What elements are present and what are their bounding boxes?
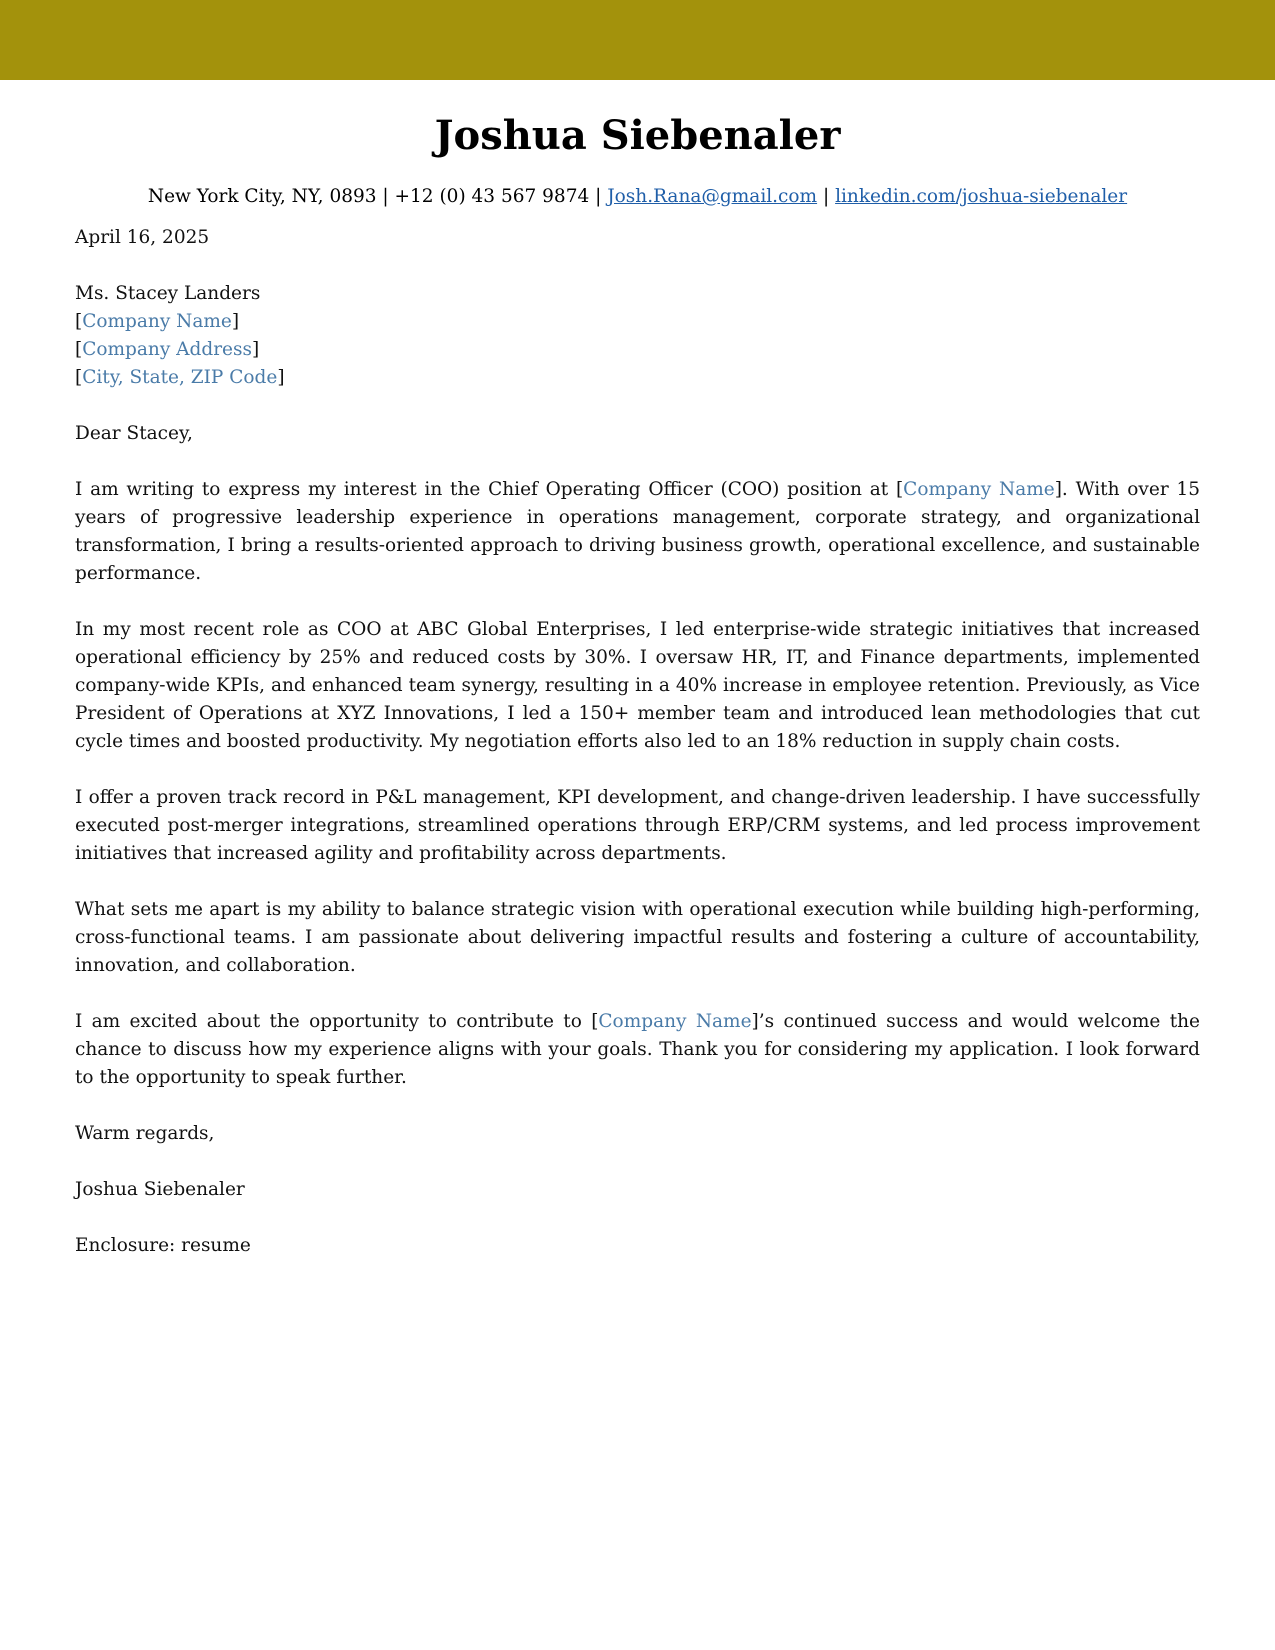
signature-name: Joshua Siebenaler (75, 1179, 245, 1200)
phone-text: +12 (0) 43 567 9874 (394, 186, 590, 207)
paragraph-closing-text: I am excited about the opportunity to contribute to [ (75, 1011, 599, 1032)
company-name-placeholder: Company Name (82, 311, 232, 332)
paragraph-skills: I offer a proven track record in P&L management, KPI development, and change-driven leadership. I have successfully executed post-merger integrations, streamlined operations through ERP/CRM systems, and led process improvement initiatives that increased agility and profitability across departments. (75, 787, 1200, 864)
paragraph-closing (75, 1008, 1200, 1092)
header-color-bar (0, 0, 1275, 80)
contact-separator: | (376, 186, 395, 207)
contact-separator: | (589, 186, 608, 207)
company-name-placeholder: Company Name (903, 479, 1055, 500)
recipient-city-line: [City, State, ZIP Code] (75, 367, 285, 388)
recipient-address-line: [Company Address] (75, 339, 260, 360)
closing-phrase: Warm regards, (75, 1123, 215, 1144)
location-text: New York City, NY, 0893 (147, 186, 377, 207)
letter-date: April 16, 2025 (75, 227, 210, 248)
applicant-name: Joshua Siebenaler (434, 112, 841, 159)
contact-line (0, 184, 1275, 210)
paragraph-experience: In my most recent role as COO at ABC Global Enterprises, I led enterprise-wide strategic initiatives that increased operational efficiency by 25% and reduced costs by 30%. I oversaw HR, IT, and Finance departments, implemented company-wide KPIs, and enhanced team synergy, resulting in a 40% increase in employee retention. Previously, as Vice President of Operations at XYZ Innovations, I led a 150+ member team and introduced lean methodologies that cut cycle times and boosted productivity. My negotiation efforts also led to an 18% reduction in supply chain costs. (75, 619, 1200, 752)
recipient-name: Ms. Stacey Landers (75, 283, 261, 304)
paragraph-intro (75, 476, 1200, 588)
city-state-zip-placeholder: City, State, ZIP Code (82, 367, 278, 388)
email-link[interactable]: Josh.Rana@gmail.com (607, 186, 818, 207)
recipient-block (75, 280, 1200, 392)
paragraph-intro-text: I am writing to express my interest in the Chief Operating Officer (COO) position at [ (75, 479, 904, 500)
letter-body (75, 224, 1200, 1288)
recipient-company-line: [Company Name] (75, 311, 240, 332)
linkedin-link[interactable]: linkedin.com/joshua-siebenaler (835, 186, 1128, 207)
company-address-placeholder: Company Address (82, 339, 252, 360)
contact-separator: | (817, 186, 836, 207)
company-name-placeholder: Company Name (598, 1011, 752, 1032)
enclosure-note: Enclosure: resume (75, 1235, 251, 1256)
paragraph-closing-text-continued: ]’s continued success and would welcome the chance to discuss how my experience aligns with your goals. Thank you for considering my application. I look forward to the opportunity to speak further. (75, 1011, 1200, 1088)
paragraph-differentiator: What sets me apart is my ability to balance strategic vision with operational execution while building high-performing, cross-functional teams. I am passionate about delivering impactful results and fostering a culture of accountability, innovation, and collaboration. (75, 899, 1200, 976)
paragraph-intro-text-continued: ]. With over 15 years of progressive leadership experience in operations management, corporate strategy, and organizational transformation, I bring a results-oriented approach to driving business growth, operational excellence, and sustainable performance. (75, 479, 1200, 584)
salutation: Dear Stacey, (75, 423, 193, 444)
